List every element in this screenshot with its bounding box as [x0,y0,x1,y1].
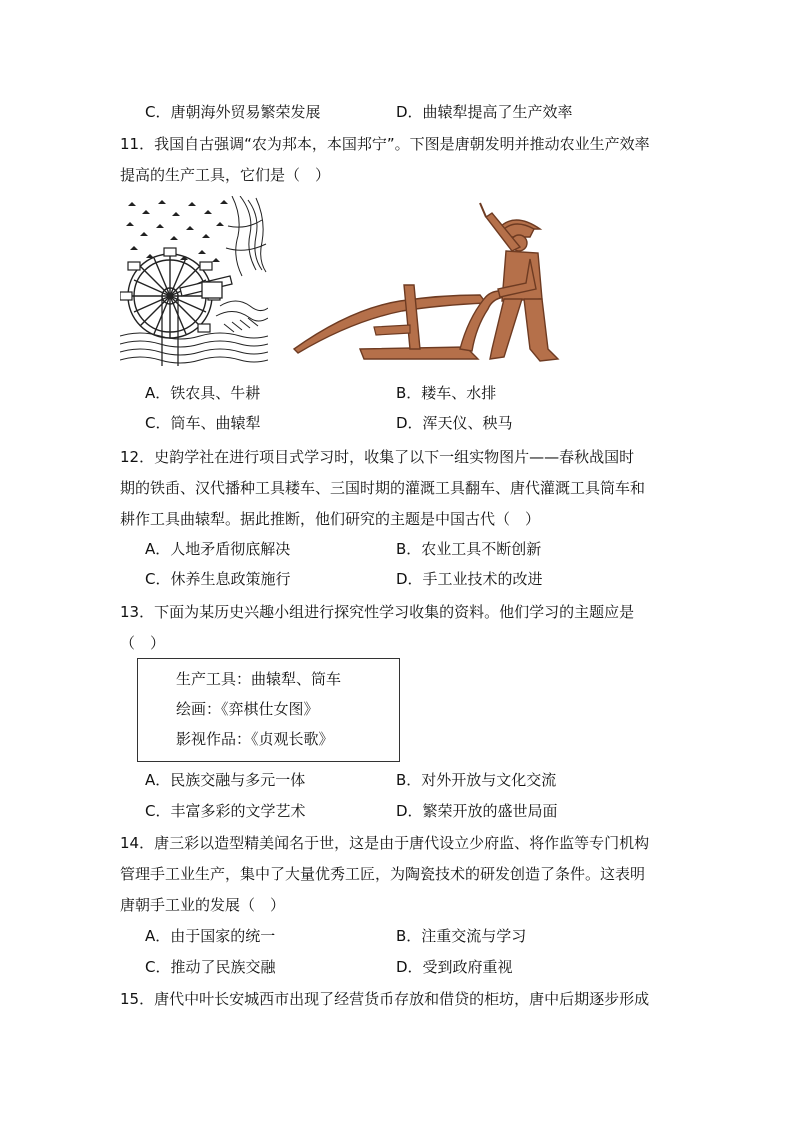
q13-option-a: A．民族交融与多元一体 [145,771,306,789]
q12-stem-line1: 12．史韵学社在进行项目式学习时，收集了以下一组实物图片——春秋战国时 [120,448,635,466]
q14-stem-line2: 管理手工业生产，集中了大量优秀工匠，为陶瓷技术的研发创造了条件。这表明 [120,865,646,883]
q12-option-b: B．农业工具不断创新 [396,540,542,558]
q13-material-box [137,658,400,762]
q13-option-c: C．丰富多彩的文学艺术 [145,802,306,820]
q12-stem-line2: 期的铁臿、汉代播种工具耧车、三国时期的灌溉工具翻车、唐代灌溉工具筒车和 [120,479,646,497]
plough-farmer-icon [290,199,560,369]
water-wheel-icon [120,196,268,370]
q13-option-d: D．繁荣开放的盛世局面 [396,802,558,820]
q14-stem-line1: 14．唐三彩以造型精美闻名于世，这是由于唐代设立少府监、将作监等专门机构 [120,834,650,852]
q13-stem-line1: 13．下面为某历史兴趣小组进行探究性学习收集的资料。他们学习的主题应是 [120,603,635,621]
q10-option-d: D．曲辕犁提高了生产效率 [396,103,573,121]
q12-option-a: A．人地矛盾彻底解决 [145,540,291,558]
q13-box-line1: 生产工具：曲辕犁、筒车 [176,670,342,688]
q14-stem-line3: 唐朝手工业的发展（ ） [120,896,286,914]
q11-option-d: D．浑天仪、秧马 [396,414,513,432]
q10-option-c: C．唐朝海外贸易繁荣发展 [145,103,321,121]
q12-option-d: D．手工业技术的改进 [396,570,543,588]
q12-stem-line3: 耕作工具曲辕犁。据此推断，他们研究的主题是中国古代（ ） [120,510,541,528]
q11-option-b: B．耧车、水排 [396,384,497,402]
q15-stem-line1: 15．唐代中叶长安城西市出现了经营货币存放和借贷的柜坊，唐中后期逐步形成 [120,990,650,1008]
q13-box-line3: 影视作品：《贞观长歌》 [176,730,334,748]
q11-option-a: A．铁农具、牛耕 [145,384,261,402]
q11-stem-line1: 11．我国自古强调“农为邦本，本国邦宁”。下图是唐朝发明并推动农业生产效率 [120,135,650,153]
q14-option-d: D．受到政府重视 [396,958,513,976]
q11-stem-line2: 提高的生产工具，它们是（ ） [120,166,331,184]
q13-stem-line2: （ ） [120,634,166,652]
q14-option-b: B．注重交流与学习 [396,927,527,945]
q12-option-c: C．休养生息政策施行 [145,570,291,588]
q14-option-a: A．由于国家的统一 [145,927,276,945]
q13-box-line2: 绘画：《弈棋仕女图》 [176,700,319,718]
q13-option-b: B．对外开放与文化交流 [396,771,557,789]
q14-option-c: C．推动了民族交融 [145,958,276,976]
q11-option-c: C．筒车、曲辕犁 [145,414,261,432]
